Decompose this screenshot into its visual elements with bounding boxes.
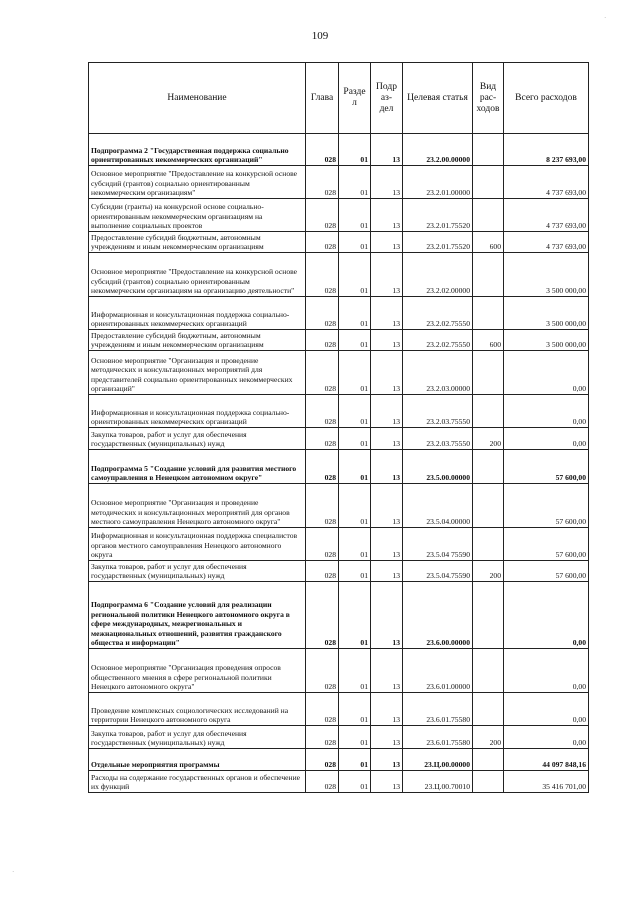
row-subsection: 13 <box>371 582 403 649</box>
row-name: Информационная и консультационная поддержка социально-ориентированных некоммерческих организаций <box>89 395 306 428</box>
row-subsection: 13 <box>371 330 403 351</box>
row-expense-type <box>473 134 504 166</box>
row-section: 01 <box>339 330 371 351</box>
row-name: Основное мероприятие "Предоставление на конкурсной основе субсидий (грантов) социально ориентированным некоммерческим организациям" <box>89 166 306 199</box>
page-number: 109 <box>311 30 329 42</box>
row-section: 01 <box>339 253 371 297</box>
row-expense-type <box>473 693 504 726</box>
row-name: Подпрограмма 2 "Государственная поддержка социально ориентированных некоммерческих организаций" <box>89 134 306 166</box>
table-body <box>89 134 589 793</box>
row-target: 23.5.00.00000 <box>403 450 473 484</box>
row-section: 01 <box>339 649 371 693</box>
header-expense-type: Вид рас- ходов <box>473 63 504 134</box>
row-subsection: 13 <box>371 649 403 693</box>
row-subsection: 13 <box>371 395 403 428</box>
row-expense-type <box>473 749 504 771</box>
row-subsection: 13 <box>371 199 403 232</box>
table-row <box>89 528 589 561</box>
row-total: 0,00 <box>504 726 589 749</box>
row-total: 35 416 701,00 <box>504 771 589 793</box>
row-name: Основное мероприятие "Предоставление на конкурсной основе субсидий (грантов) социально ориентированным некоммерческим организациям на организацию деятельности" <box>89 253 306 297</box>
row-name: Основное мероприятие "Организация и проведение методических и консультационных мероприятий для органов местного самоуправления Ненецкого автономного округа" <box>89 484 306 528</box>
row-section: 01 <box>339 693 371 726</box>
row-subsection: 13 <box>371 528 403 561</box>
row-subsection: 13 <box>371 484 403 528</box>
row-target: 23.6.01.75580 <box>403 693 473 726</box>
table-row <box>89 428 589 450</box>
row-name: Закупка товаров, работ и услуг для обеспечения государственных (муниципальных) нужд <box>89 561 306 582</box>
row-section: 01 <box>339 561 371 582</box>
table-row <box>89 232 589 253</box>
row-target: 23.2.03.75550 <box>403 428 473 450</box>
table-row <box>89 561 589 582</box>
row-target: 23.2.03.75550 <box>403 395 473 428</box>
row-target: 23.2.00.00000 <box>403 134 473 166</box>
row-subsection: 13 <box>371 450 403 484</box>
row-section: 01 <box>339 232 371 253</box>
row-total: 0,00 <box>504 428 589 450</box>
row-chapter: 028 <box>306 771 339 793</box>
row-target: 23.2.03.00000 <box>403 351 473 395</box>
row-total: 0,00 <box>504 395 589 428</box>
row-name: Расходы на содержание государственных органов и обеспечение их функций <box>89 771 306 793</box>
row-subsection: 13 <box>371 253 403 297</box>
row-target: 23.6.00.00000 <box>403 582 473 649</box>
header-subsection: Подр аз- дел <box>371 63 403 134</box>
table-row <box>89 351 589 395</box>
row-subsection: 13 <box>371 749 403 771</box>
row-target: 23.2.01.00000 <box>403 166 473 199</box>
row-chapter: 028 <box>306 726 339 749</box>
scan-mark-bottom: · <box>12 868 15 876</box>
header-chapter: Глава <box>306 63 339 134</box>
table-row <box>89 134 589 166</box>
row-target: 23.Ц.00.70010 <box>403 771 473 793</box>
row-total: 0,00 <box>504 351 589 395</box>
row-subsection: 13 <box>371 351 403 395</box>
row-target: 23.2.02.75550 <box>403 330 473 351</box>
row-target: 23.5.04.00000 <box>403 484 473 528</box>
row-chapter: 028 <box>306 232 339 253</box>
header-section: Разде л <box>339 63 371 134</box>
row-total: 8 237 693,00 <box>504 134 589 166</box>
row-expense-type <box>473 484 504 528</box>
header-name: Наименование <box>89 63 306 134</box>
table-row <box>89 726 589 749</box>
row-subsection: 13 <box>371 693 403 726</box>
row-expense-type <box>473 166 504 199</box>
row-name: Информационная и консультационная поддержка специалистов органов местного самоуправления Ненецкого автономного округа <box>89 528 306 561</box>
row-target: 23.2.01.75520 <box>403 232 473 253</box>
row-total: 57 600,00 <box>504 450 589 484</box>
row-total: 0,00 <box>504 649 589 693</box>
row-total: 57 600,00 <box>504 528 589 561</box>
table-row <box>89 649 589 693</box>
row-chapter: 028 <box>306 253 339 297</box>
scan-mark-top: · <box>604 14 607 22</box>
table-row <box>89 582 589 649</box>
row-section: 01 <box>339 166 371 199</box>
row-subsection: 13 <box>371 726 403 749</box>
row-total: 4 737 693,00 <box>504 166 589 199</box>
table-row <box>89 395 589 428</box>
row-expense-type <box>473 528 504 561</box>
row-total: 44 097 848,16 <box>504 749 589 771</box>
row-expense-type <box>473 582 504 649</box>
row-chapter: 028 <box>306 395 339 428</box>
row-subsection: 13 <box>371 561 403 582</box>
row-subsection: 13 <box>371 771 403 793</box>
row-section: 01 <box>339 726 371 749</box>
row-expense-type: 600 <box>473 232 504 253</box>
table-row <box>89 749 589 771</box>
table-row <box>89 330 589 351</box>
row-chapter: 028 <box>306 528 339 561</box>
row-section: 01 <box>339 450 371 484</box>
row-total: 3 500 000,00 <box>504 253 589 297</box>
row-section: 01 <box>339 134 371 166</box>
row-expense-type: 200 <box>473 428 504 450</box>
row-chapter: 028 <box>306 649 339 693</box>
row-expense-type <box>473 395 504 428</box>
row-name: Подпрограмма 5 "Создание условий для развития местного самоуправления в Ненецком автономном округе" <box>89 450 306 484</box>
row-expense-type <box>473 297 504 330</box>
row-name: Предоставление субсидий бюджетным, автономным учреждениям и иным некоммерческим организациям <box>89 232 306 253</box>
row-name: Закупка товаров, работ и услуг для обеспечения государственных (муниципальных) нужд <box>89 428 306 450</box>
row-expense-type <box>473 771 504 793</box>
row-total: 57 600,00 <box>504 561 589 582</box>
table-row <box>89 450 589 484</box>
row-name: Основное мероприятие "Организация и проведение методических и консультационных мероприятий для представителей социально ориентированных некоммерческих организаций" <box>89 351 306 395</box>
table-row <box>89 297 589 330</box>
row-chapter: 028 <box>306 749 339 771</box>
table-header <box>89 63 589 134</box>
row-name: Основное мероприятие "Организация проведения опросов общественного мнения в сфере региональной политики Ненецкого автономного округа" <box>89 649 306 693</box>
row-chapter: 028 <box>306 484 339 528</box>
row-total: 0,00 <box>504 693 589 726</box>
row-name: Субсидии (гранты) на конкурсной основе социально-ориентированным некоммерческим организациям на выполнение социальных проектов <box>89 199 306 232</box>
header-target: Целевая статья <box>403 63 473 134</box>
header-row <box>89 63 589 134</box>
table-row <box>89 166 589 199</box>
row-chapter: 028 <box>306 428 339 450</box>
row-total: 3 500 000,00 <box>504 297 589 330</box>
table-row <box>89 484 589 528</box>
row-expense-type <box>473 450 504 484</box>
row-subsection: 13 <box>371 428 403 450</box>
header-total: Всего расходов <box>504 63 589 134</box>
row-section: 01 <box>339 199 371 232</box>
row-name: Подпрограмма 6 "Создание условий для реализации региональной политики Ненецкого автономного округа в сфере международных, межрегиональных и межнациональных отношений, развития гражданского общества и информации" <box>89 582 306 649</box>
budget-table <box>88 62 589 793</box>
row-expense-type <box>473 649 504 693</box>
row-target: 23.6.01.75580 <box>403 726 473 749</box>
row-chapter: 028 <box>306 297 339 330</box>
row-section: 01 <box>339 484 371 528</box>
row-chapter: 028 <box>306 582 339 649</box>
row-section: 01 <box>339 395 371 428</box>
row-section: 01 <box>339 351 371 395</box>
row-chapter: 028 <box>306 450 339 484</box>
row-subsection: 13 <box>371 232 403 253</box>
row-target: 23.2.02.75550 <box>403 297 473 330</box>
table-row <box>89 693 589 726</box>
row-name: Проведение комплексных социологических исследований на территории Ненецкого автономного округа <box>89 693 306 726</box>
row-section: 01 <box>339 528 371 561</box>
row-subsection: 13 <box>371 134 403 166</box>
row-section: 01 <box>339 582 371 649</box>
row-chapter: 028 <box>306 330 339 351</box>
row-section: 01 <box>339 749 371 771</box>
row-target: 23.Ц.00.00000 <box>403 749 473 771</box>
row-name: Отдельные мероприятия программы <box>89 749 306 771</box>
row-total: 57 600,00 <box>504 484 589 528</box>
row-expense-type: 200 <box>473 561 504 582</box>
row-section: 01 <box>339 428 371 450</box>
row-expense-type <box>473 253 504 297</box>
row-expense-type: 600 <box>473 330 504 351</box>
row-subsection: 13 <box>371 166 403 199</box>
row-chapter: 028 <box>306 351 339 395</box>
row-target: 23.2.01.75520 <box>403 199 473 232</box>
row-name: Предоставление субсидий бюджетным, автономным учреждениям и иным некоммерческим организациям <box>89 330 306 351</box>
row-name: Закупка товаров, работ и услуг для обеспечения государственных (муниципальных) нужд <box>89 726 306 749</box>
row-target: 23.2.02.00000 <box>403 253 473 297</box>
row-section: 01 <box>339 297 371 330</box>
row-section: 01 <box>339 771 371 793</box>
row-expense-type: 200 <box>473 726 504 749</box>
row-total: 4 737 693,00 <box>504 199 589 232</box>
row-target: 23.5.04 75590 <box>403 528 473 561</box>
row-chapter: 028 <box>306 134 339 166</box>
row-total: 0,00 <box>504 582 589 649</box>
row-chapter: 028 <box>306 166 339 199</box>
row-subsection: 13 <box>371 297 403 330</box>
row-chapter: 028 <box>306 693 339 726</box>
table-row <box>89 199 589 232</box>
row-expense-type <box>473 351 504 395</box>
row-name: Информационная и консультационная поддержка социально-ориентированных некоммерческих организаций <box>89 297 306 330</box>
row-expense-type <box>473 199 504 232</box>
row-target: 23.6.01.00000 <box>403 649 473 693</box>
row-total: 3 500 000,00 <box>504 330 589 351</box>
table-row <box>89 253 589 297</box>
row-target: 23.5.04.75590 <box>403 561 473 582</box>
row-chapter: 028 <box>306 561 339 582</box>
row-total: 4 737 693,00 <box>504 232 589 253</box>
table-row <box>89 771 589 793</box>
row-chapter: 028 <box>306 199 339 232</box>
